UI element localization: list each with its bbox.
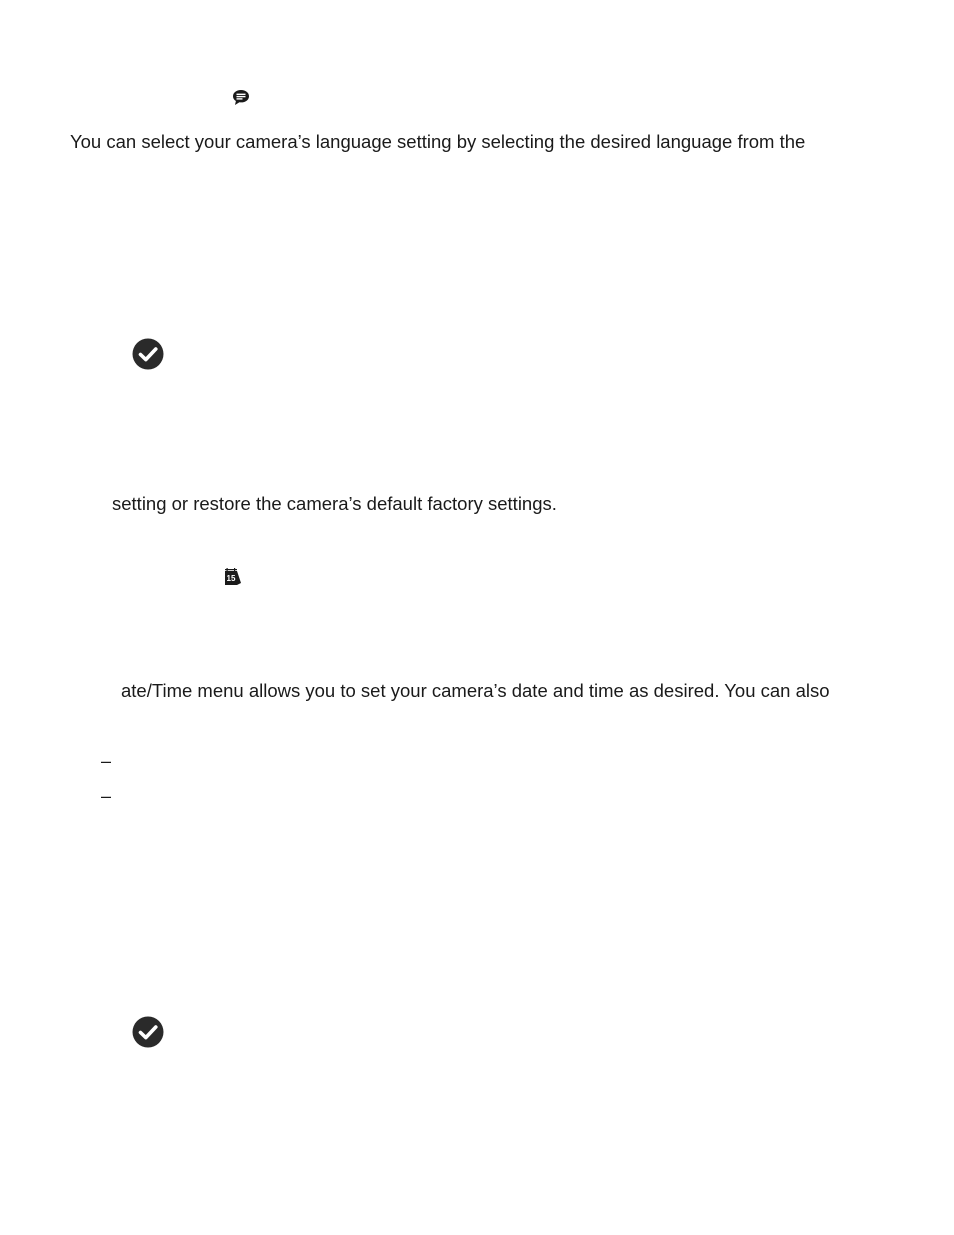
- datetime-intro-text: ate/Time menu allows you to set your camera’s date and time as desired. You can also: [121, 680, 830, 701]
- calendar-day-number: 15: [226, 574, 236, 583]
- speech-bubble-icon: [232, 89, 250, 106]
- bullet-dash: –: [101, 786, 112, 806]
- checkmark-circle-icon: [132, 338, 164, 370]
- language-intro-text: You can select your camera’s language setting by selecting the desired language from the: [70, 131, 806, 152]
- bullet-dash: –: [101, 751, 112, 771]
- calendar-icon: [224, 568, 242, 586]
- reset-body-text: setting or restore the camera’s default factory settings.: [112, 493, 557, 514]
- checkmark-circle-icon: [132, 1016, 164, 1048]
